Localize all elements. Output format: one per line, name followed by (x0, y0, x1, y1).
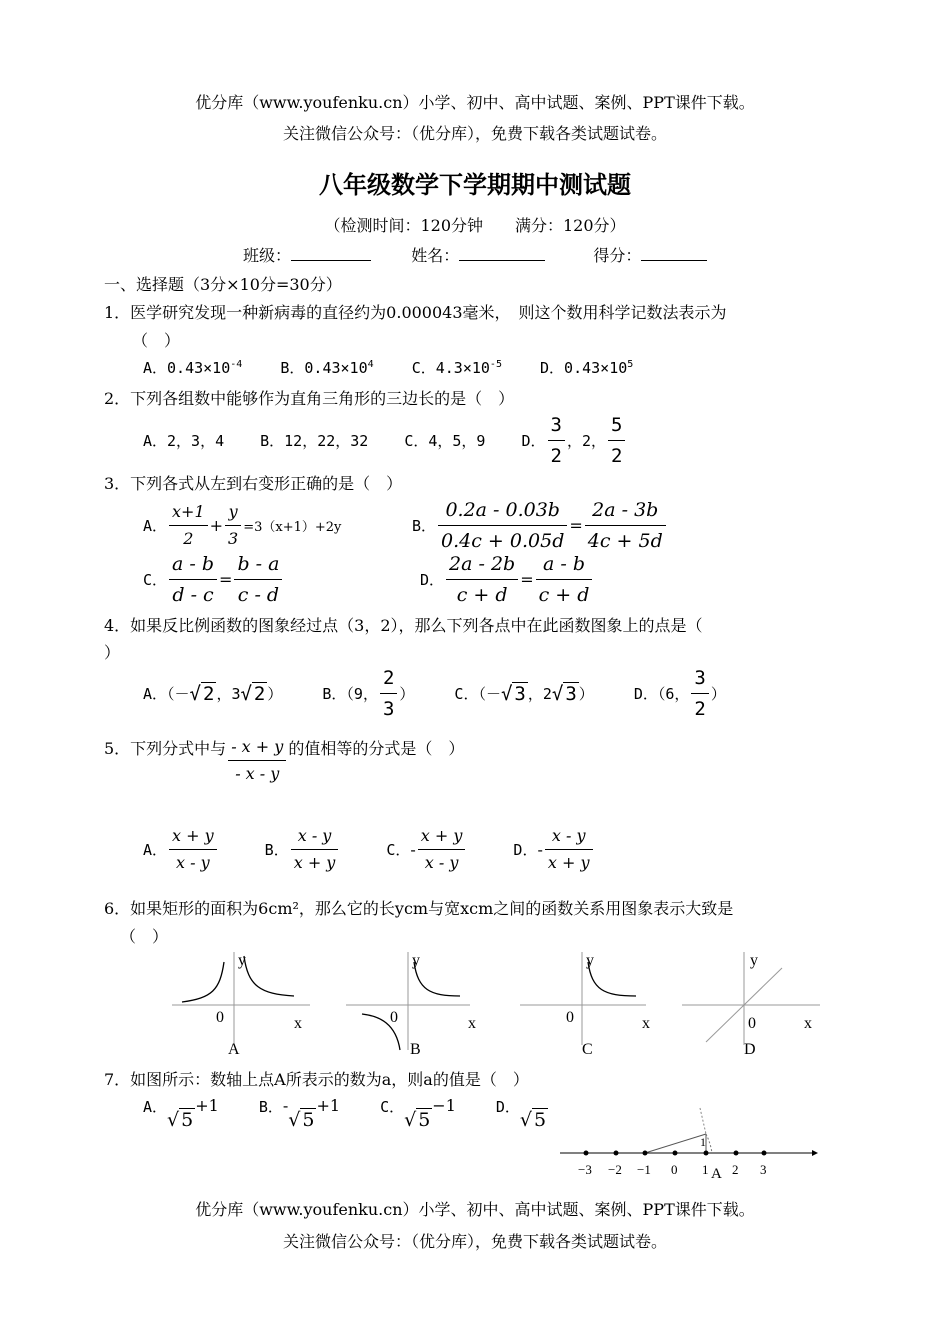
tick-label: 1 (702, 1162, 709, 1177)
option-d: D．（6， $\frac{3}{2}$ ） (634, 663, 726, 724)
page-title: 八年级数学下学期期中测试题 (319, 171, 631, 199)
question-5-options: A． $\frac{x + y}{x - y}$ B． $\frac{x - y}{x + y}$ C． - $\frac{x + y}{x - y}$ D． - $\frac{x - y}{x + y}$ (143, 820, 595, 878)
option-c: C．（－ √ 3 ，2 √ 3 ） (454, 682, 594, 705)
question-3-option-a: A． $\frac{x+1}{2}$ + $\frac{y}{3}$ =3（x+1）+2y (143, 497, 341, 553)
question-6: 6．如果矩形的面积为6cm²，那么它的长ycm与宽xcm之间的函数关系用图象表示大致是 (104, 899, 734, 918)
option-d: √ 5 (519, 1109, 547, 1131)
svg-text:A: A (228, 1041, 240, 1058)
question-4-options (143, 664, 726, 722)
question-3-option-c: C． $\frac{a - b}{d - c}$ = $\frac{b - a}{c - d}$ (143, 551, 284, 607)
score-blank (641, 244, 707, 261)
option-c: C．4，5，9 (404, 431, 486, 450)
tick-label: 2 (732, 1162, 739, 1177)
svg-text:0: 0 (216, 1009, 224, 1026)
svg-text:x: x (468, 1015, 476, 1032)
tick-label: 0 (671, 1162, 678, 1177)
question-2: 2．下列各组数中能够作为直角三角形的三边长的是（ ） (104, 389, 515, 408)
option-b: √ 5 (288, 1109, 315, 1131)
question-6-graphs (160, 950, 840, 1060)
tick-label: 3 (760, 1162, 767, 1177)
svg-text:y: y (238, 952, 246, 969)
graph-b (346, 952, 476, 1058)
header-line-2: 关注微信公众号：（优分库），免费下载各类试题试卷。 (282, 124, 667, 143)
svg-text:C: C (582, 1041, 593, 1058)
question-3: 3．下列各式从左到右变形正确的是（ ） (104, 474, 403, 493)
option-a: √ 5 (167, 1109, 194, 1131)
option-b: $\frac{x - y}{x + y}$ (291, 823, 339, 876)
option-a: $\frac{x + y}{x - y}$ (169, 823, 217, 876)
tick-label: −3 (578, 1162, 592, 1177)
header-line-1: 优分库（www.youfenku.cn）小学、初中、高中试题、案例、PPT课件下载。 (195, 93, 755, 112)
option-a: A．$0.43\times 10^{-4}$ (143, 359, 243, 377)
option-b: B．12，22，32 (260, 431, 369, 450)
tick-label: −2 (608, 1162, 622, 1177)
class-blank (291, 244, 371, 261)
option-c: C．$4.3\times 10^{-5}$ (411, 359, 502, 377)
svg-text:y: y (412, 952, 420, 969)
svg-text:x: x (294, 1015, 302, 1032)
footer-line-1: 优分库（www.youfenku.cn）小学、初中、高中试题、案例、PPT课件下载。 (195, 1200, 755, 1219)
question-6-paren: （ ） (120, 927, 169, 946)
point-a-label: A (711, 1166, 722, 1182)
section-heading: 一、选择题（3分×10分=30分） (104, 275, 342, 294)
option-a: A．（－ √ 2 ，3 √ 2 ） (143, 682, 283, 705)
unit-label: 1 (700, 1135, 706, 1149)
name-label: 姓名： (411, 246, 460, 265)
option-c: √ 5 (404, 1109, 431, 1131)
option-d: D． $\frac{3}{2}$ ，2， $\frac{5}{2}$ (521, 410, 627, 471)
question-2-options (143, 412, 627, 468)
option-b: B．（9， $\frac{2}{3}$ ） (322, 663, 414, 724)
footer-line-2: 关注微信公众号：（优分库），免费下载各类试题试卷。 (282, 1232, 667, 1251)
score-label: 得分： (593, 246, 642, 265)
svg-text:x: x (642, 1015, 650, 1032)
exam-time-info: （检测时间：120分钟 满分：120分） (324, 216, 626, 235)
option-d: $\frac{x - y}{x + y}$ (545, 823, 593, 876)
question-4-paren-end: ） (104, 643, 121, 662)
class-label: 班级： (243, 246, 292, 265)
graph-a (172, 952, 310, 1058)
svg-text:D: D (744, 1041, 756, 1058)
option-a: A．2，3，4 (143, 431, 225, 450)
question-7-options: A． √ 5 +1 B． - √ 5 +1 C． √ 5 −1 D． √ 5 (143, 1096, 547, 1131)
option-b: B．$0.43\times 10^4$ (280, 359, 374, 377)
option-c: $\frac{x + y}{x - y}$ (418, 823, 466, 876)
question-1: 1．医学研究发现一种新病毒的直径约为0.000043毫米， 则这个数用科学记数法表示为 (104, 303, 727, 322)
question-3-option-b: B． $\frac{0.2a - 0.03b}{0.4c + 0.05d}$ = $\frac{2a - 3b}{4c + 5d}$ (412, 497, 668, 553)
question-5: 5．下列分式中与 $\frac{- x + y}{- x - y}$ 的值相等的分式是（ ） (104, 736, 464, 787)
tick-label: −1 (637, 1162, 651, 1177)
option-d: D．$0.43\times 10^5$ (540, 359, 634, 377)
svg-text:0: 0 (390, 1009, 398, 1026)
question-3-option-d: D． $\frac{2a - 2b}{c + d}$ = $\frac{a - b}{c + d}$ (420, 551, 594, 607)
svg-text:0: 0 (748, 1015, 756, 1032)
svg-text:y: y (750, 952, 758, 969)
question-7-numberline (550, 1104, 820, 1184)
svg-text:x: x (804, 1015, 812, 1032)
student-info-row (243, 243, 707, 266)
question-7: 7．如图所示：数轴上点A所表示的数为a，则a的值是（ ） (104, 1070, 529, 1089)
svg-text:y: y (586, 952, 594, 969)
svg-text:B: B (410, 1041, 421, 1058)
question-4: 4．如果反比例函数的图象经过点（3，2），那么下列各点中在此函数图象上的点是（ (104, 616, 703, 635)
graph-d (682, 952, 820, 1058)
graph-c (520, 952, 650, 1058)
name-blank (459, 244, 545, 261)
question-1-paren: （ ） (132, 331, 181, 350)
question-1-options (143, 357, 633, 378)
svg-text:0: 0 (566, 1009, 574, 1026)
